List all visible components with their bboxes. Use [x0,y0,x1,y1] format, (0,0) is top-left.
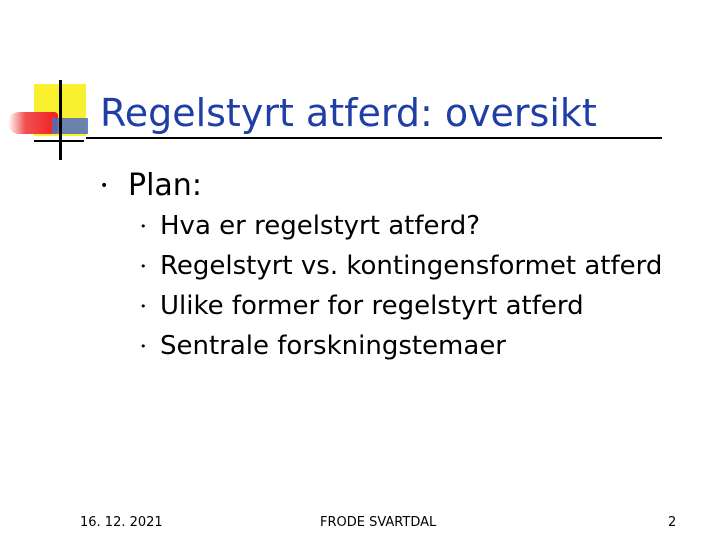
footer-page-number: 2 [668,515,677,530]
bullet-level1-text: Plan: [128,168,202,203]
slide-title: Regelstyrt atferd: oversikt [100,91,597,135]
logo-horizontal-line [34,140,84,142]
bullet-icon: • [140,259,147,273]
sub-bullet-item [140,326,662,366]
sub-bullet-text: Regelstyrt vs. kontingensformet atferd [160,251,663,281]
footer-date: 16. 12. 2021 [80,515,163,530]
sub-bullet-text: Hva er regelstyrt atferd? [160,211,481,241]
sub-bullet-list [140,206,662,366]
footer-author: FRODE SVARTDAL [320,515,437,530]
sub-bullet-text: Ulike former for regelstyrt atferd [160,291,584,321]
logo-red-bar [8,112,58,134]
bullet-icon: • [100,178,109,194]
bullet-icon: • [140,339,147,353]
sub-bullet-item [140,206,662,246]
bullet-icon: • [140,219,147,233]
sub-bullet-item [140,286,662,326]
bullet-icon: • [140,299,147,313]
sub-bullet-item [140,246,662,286]
logo-blue-bar [52,118,88,134]
sub-bullet-text: Sentrale forskningstemaer [160,331,506,361]
logo-vertical-line [59,80,62,160]
bullet-level1 [100,166,202,206]
